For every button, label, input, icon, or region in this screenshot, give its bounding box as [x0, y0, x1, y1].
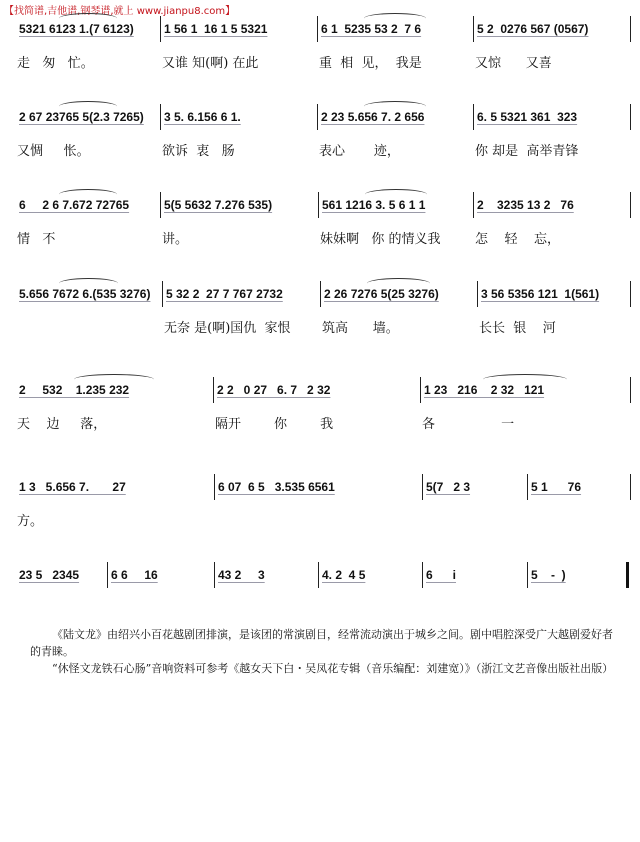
measure-notes: 5(7 2 3 [426, 480, 471, 494]
barline [527, 562, 528, 588]
barline [420, 377, 421, 403]
score-system [15, 198, 631, 258]
commentary-paragraph-1: 《陆文龙》由绍兴小百花越剧团排演，是该团的常演剧目，经常流动演出于城乡之间。剧中唱腔深受广大越剧爱好者的青睐。 [30, 628, 613, 658]
measure [160, 22, 317, 82]
measure-notes: 23 5 2345 [19, 568, 80, 582]
barline [107, 562, 108, 588]
measure [214, 568, 318, 628]
slur-mark [364, 13, 426, 24]
measure-notes: 1 3 5.656 7. 27 [19, 480, 126, 494]
barline [630, 192, 631, 218]
barline [630, 474, 631, 500]
barline [214, 562, 215, 588]
slur-mark [364, 101, 426, 112]
measure-notes: 6 07 6 5 3.535 6561 [218, 480, 335, 494]
measure [420, 383, 630, 443]
measure-notes: 3 5. 6.156 6 1. [164, 110, 241, 124]
score-system [15, 568, 631, 628]
measure-lyrics: 长长 银 河 [479, 321, 556, 336]
measure-lyrics: 各 一 [422, 417, 515, 432]
score-system [15, 480, 631, 540]
barline [318, 192, 319, 218]
barline [160, 104, 161, 130]
slur-mark [74, 374, 153, 385]
measure [15, 480, 214, 540]
measure [422, 568, 527, 628]
barline [160, 16, 161, 42]
measure-notes: 5 32 2 27 7 767 2732 [166, 287, 283, 301]
commentary-paragraph-2: “休怪文龙铁石心肠”音响资料可参考《越女天下白・吴凤花专辑（音乐编配：刘建宽）》（浙江文艺音像出版社出版） [52, 662, 614, 675]
measure [15, 22, 160, 82]
measure [15, 110, 160, 170]
measure-notes: 5.656 7672 6.(535 3276) [19, 287, 151, 301]
final-barline [626, 562, 629, 588]
measure-lyrics: 隔开 你 我 [215, 417, 334, 432]
measure-notes: 4. 2 4 5 [322, 568, 366, 582]
measure-notes: 5321 6123 1.(7 6123) [19, 22, 134, 36]
measure-lyrics: 天 边 落， [17, 417, 107, 432]
barline [320, 281, 321, 307]
measure-lyrics: 讲。 [162, 232, 189, 247]
barline [630, 281, 631, 307]
measure-lyrics: 妹妹啊 你 的情义我 [320, 232, 441, 247]
measure [473, 22, 630, 82]
measure [15, 568, 107, 628]
score-system [15, 22, 631, 82]
measure [320, 287, 477, 347]
measure [477, 287, 630, 347]
barline [630, 16, 631, 42]
barline [477, 281, 478, 307]
measure-notes: 2 26 7276 5(25 3276) [324, 287, 439, 301]
measure [317, 110, 473, 170]
barline [473, 192, 474, 218]
barline [318, 562, 319, 588]
measure-notes: 6 2 6 7.672 72765 [19, 198, 130, 212]
measure [318, 198, 473, 258]
measure-lyrics: 又惊 又喜 [475, 56, 552, 71]
score-system [15, 110, 631, 170]
measure-lyrics: 又惆 怅。 [17, 144, 90, 159]
measure-notes: 6 i [426, 568, 457, 582]
measure-lyrics: 筑高 墙。 [322, 321, 399, 336]
measure-lyrics: 又谁 知(啊) 在此 [162, 56, 259, 71]
measure-notes: 5 1 76 [531, 480, 582, 494]
measure-lyrics: 你 却是 高举青锋 [475, 144, 579, 159]
slur-mark [59, 101, 117, 112]
slur-mark [59, 278, 118, 289]
measure [15, 198, 160, 258]
measure [473, 110, 630, 170]
barline [160, 192, 161, 218]
measure-lyrics: 情 不 [17, 232, 56, 247]
measure-notes: 1 23 216 2 32 121 [424, 383, 545, 397]
measure-notes: 2 532 1.235 232 [19, 383, 130, 397]
barline [630, 104, 631, 130]
measure-lyrics: 走 匆 忙。 [17, 56, 94, 71]
measure [213, 383, 420, 443]
measure [15, 287, 162, 347]
measure [527, 480, 630, 540]
barline [213, 377, 214, 403]
measure-notes: 6. 5 5321 361 323 [477, 110, 578, 124]
slur-mark [59, 13, 117, 24]
barline [162, 281, 163, 307]
measure [422, 480, 527, 540]
barline [317, 16, 318, 42]
barline [473, 104, 474, 130]
measure-notes: 2 23 5.656 7. 2 656 [321, 110, 425, 124]
measure-notes: 561 1216 3. 5 6 1 1 [322, 198, 426, 212]
score-system [15, 287, 631, 347]
measure [317, 22, 473, 82]
measure-notes: 6 6 16 [111, 568, 158, 582]
measure-notes: 5 2 0276 567 (0567) [477, 22, 589, 36]
measure-lyrics: 重 相 见， 我是 [319, 56, 422, 71]
measure-lyrics: 欲诉 衷 肠 [162, 144, 235, 159]
measure-notes: 5(5 5632 7.276 535) [164, 198, 273, 212]
barline [473, 16, 474, 42]
measure [214, 480, 422, 540]
barline [527, 474, 528, 500]
slur-mark [59, 189, 117, 200]
barline [422, 562, 423, 588]
barline [317, 104, 318, 130]
slur-mark [483, 374, 567, 385]
measure-notes: 2 3235 13 2 76 [477, 198, 574, 212]
measure-notes: 2 67 23765 5(2.3 7265) [19, 110, 144, 124]
measure-notes: 43 2 3 [218, 568, 265, 582]
score-system [15, 383, 631, 443]
measure-notes: 6 1 5235 53 2 7 6 [321, 22, 422, 36]
measure [162, 287, 320, 347]
measure [160, 110, 317, 170]
barline [214, 474, 215, 500]
barline [630, 377, 631, 403]
commentary [30, 626, 620, 677]
slur-mark [367, 278, 430, 289]
site-header-banner: 【找简谱,吉他谱,钢琴谱,就上 www.jianpu8.com】 [4, 6, 236, 17]
measure-lyrics: 方。 [17, 514, 44, 529]
measure-lyrics: 无奈 是(啊)国仇 家恨 [164, 321, 291, 336]
measure [107, 568, 214, 628]
measure [527, 568, 629, 628]
measure-lyrics: 表心 迹， [319, 144, 400, 159]
measure [473, 198, 630, 258]
measure-lyrics: 怎 轻 忘， [475, 232, 561, 247]
measure-notes: 2 2 0 27 6. 7 2 32 [217, 383, 331, 397]
measure [15, 383, 213, 443]
barline [422, 474, 423, 500]
measure [160, 198, 318, 258]
slur-mark [365, 189, 427, 200]
measure-notes: 1 56 1 16 1 5 5321 [164, 22, 268, 36]
measure-notes: 3 56 5356 121 1(561) [481, 287, 600, 301]
measure [318, 568, 422, 628]
measure-notes: 5 - ) [531, 568, 566, 582]
